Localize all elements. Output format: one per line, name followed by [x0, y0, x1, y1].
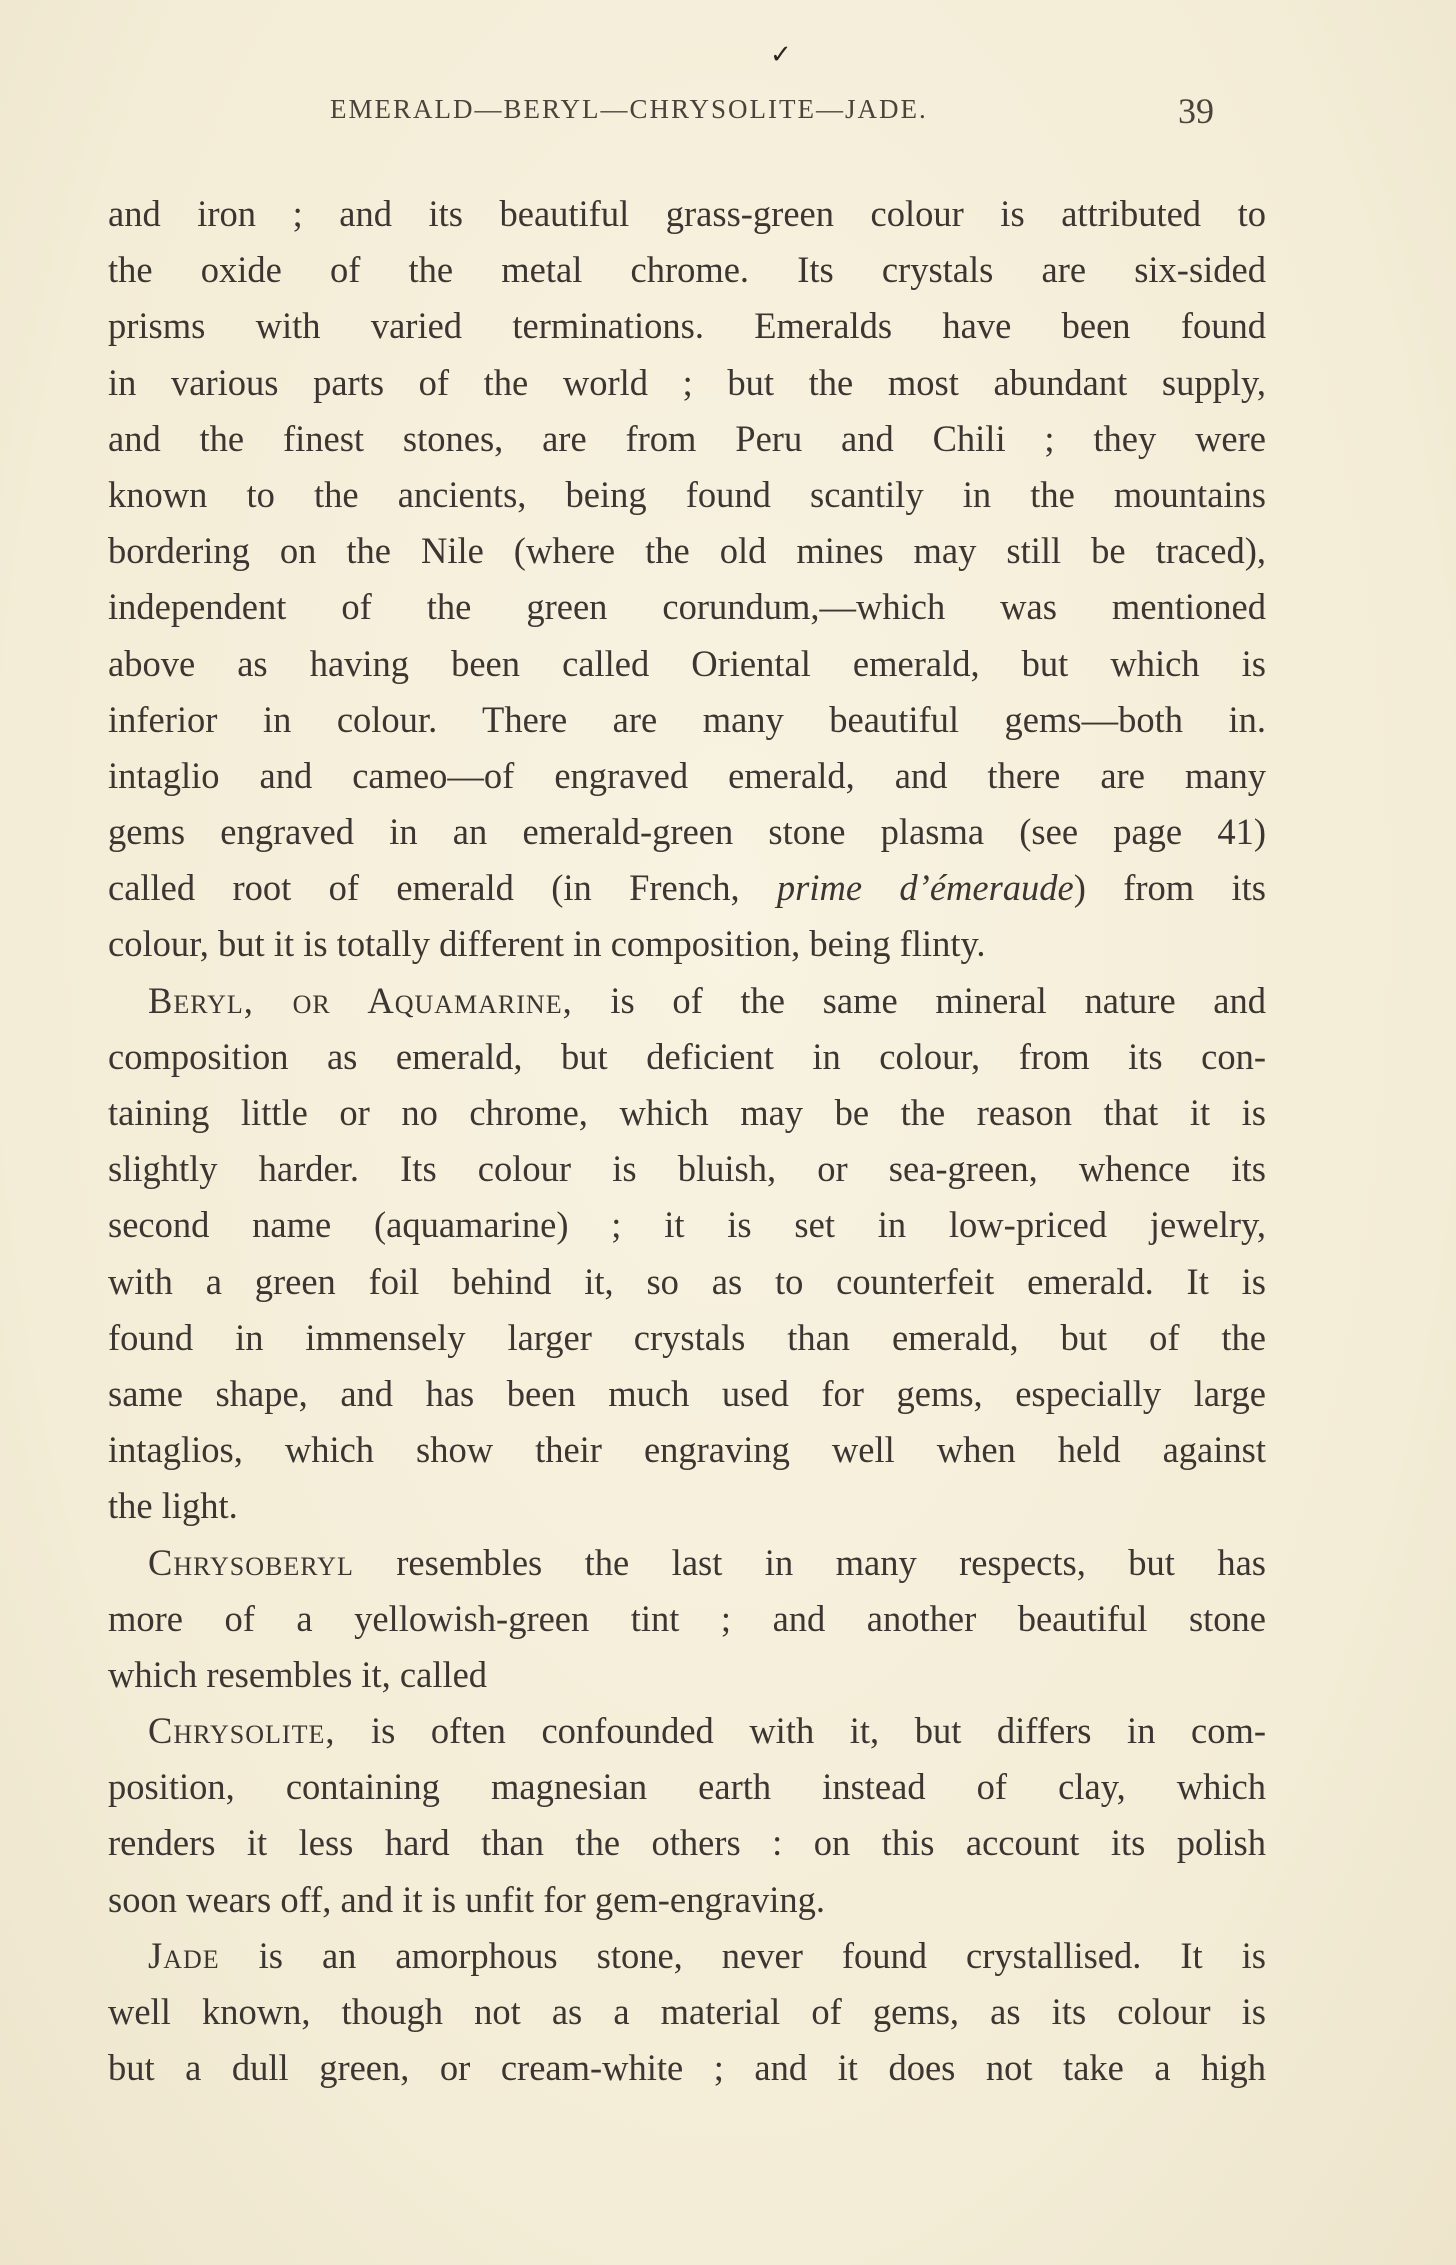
text-segment: ) from its [1073, 867, 1266, 909]
body-text [108, 186, 1266, 2096]
text-line [108, 1928, 1266, 1984]
text-line: prisms with varied terminations. Emeralds have been found [108, 305, 1266, 347]
text-line: composition as emerald, but deficient in colour, from its con- [108, 1035, 1266, 1077]
text-line: and the finest stones, are from Peru and Chili ; they were [108, 417, 1266, 459]
text-line: with a green foil behind it, so as to counterfeit emerald. It is [108, 1260, 1266, 1302]
text-line: found in immensely larger crystals than emerald, but of the [108, 1316, 1266, 1358]
text-line: taining little or no chrome, which may be the reason that it is [108, 1092, 1266, 1133]
french-term: prime d’émeraude [776, 867, 1074, 909]
text-line: above as having been called Oriental emerald, but which is [108, 642, 1266, 684]
text-line: inferior in colour. There are many beautiful gems—both in. [108, 698, 1266, 740]
text-segment: is of the same mineral nature and [572, 979, 1266, 1021]
text-line: second name (aquamarine) ; it is set in low-priced jewelry, [108, 1204, 1266, 1246]
text-line: known to the ancients, being found scantily in the mountains [108, 473, 1266, 515]
text-line [108, 973, 1266, 1029]
text-line: but a dull green, or cream-white ; and it does not take a high [108, 2047, 1266, 2089]
text-line: bordering on the Nile (where the old mines may still be traced), [108, 530, 1266, 572]
running-head: EMERALD—BERYL—CHRYSOLITE—JADE. [330, 94, 928, 124]
text-line [108, 1703, 1266, 1759]
text-line: more of a yellowish-green tint ; and another beautiful stone [108, 1597, 1266, 1639]
text-line: renders it less hard than the others : on this account its polish [108, 1822, 1266, 1864]
text-line: slightly harder. Its colour is bluish, or sea-green, whence its [108, 1148, 1266, 1190]
jade-heading: Jade [148, 1934, 220, 1976]
text-line: colour, but it is totally different in composition, being flinty. [108, 923, 986, 965]
text-line: and iron ; and its beautiful grass-green colour is attributed to [108, 193, 1266, 234]
text-line: which resembles it, called [108, 1653, 488, 1695]
chrysoberyl-heading: Chrysoberyl [148, 1541, 354, 1583]
page-number: 39 [1178, 91, 1214, 131]
text-line: gems engraved in an emerald-green stone plasma (see page 41) [108, 811, 1266, 853]
text-line: same shape, and has been much used for gems, especially large [108, 1372, 1266, 1414]
text-segment: called root of emerald (in French, [108, 867, 777, 909]
text-line: in various parts of the world ; but the most abundant supply, [108, 361, 1266, 403]
chrysolite-heading: Chrysolite, [148, 1710, 336, 1752]
beryl-heading: Beryl, or Aquamarine, [148, 979, 573, 1021]
text-line: soon wears off, and it is unfit for gem-engraving. [108, 1878, 825, 1920]
text-segment: resembles the last in many respects, but has [353, 1541, 1266, 1583]
text-line: the oxide of the metal chrome. Its crystals are six-sided [108, 249, 1266, 291]
text-line: intaglios, which show their engraving well when held against [108, 1429, 1266, 1471]
text-line: well known, though not as a material of gems, as its colour is [108, 1991, 1266, 2032]
text-segment: is an amorphous stone, never found crystallised. It is [219, 1934, 1266, 1976]
text-line: position, containing magnesian earth instead of clay, which [108, 1766, 1266, 1808]
pencil-mark: ✓ [770, 40, 792, 70]
text-segment: is often confounded with it, but differs in com- [335, 1710, 1266, 1752]
text-line [108, 1535, 1266, 1591]
text-line [108, 860, 1266, 916]
text-line: independent of the green corundum,—which was mentioned [108, 586, 1266, 628]
text-line: the light. [108, 1485, 238, 1527]
text-line: intaglio and cameo—of engraved emerald, and there are many [108, 754, 1266, 796]
